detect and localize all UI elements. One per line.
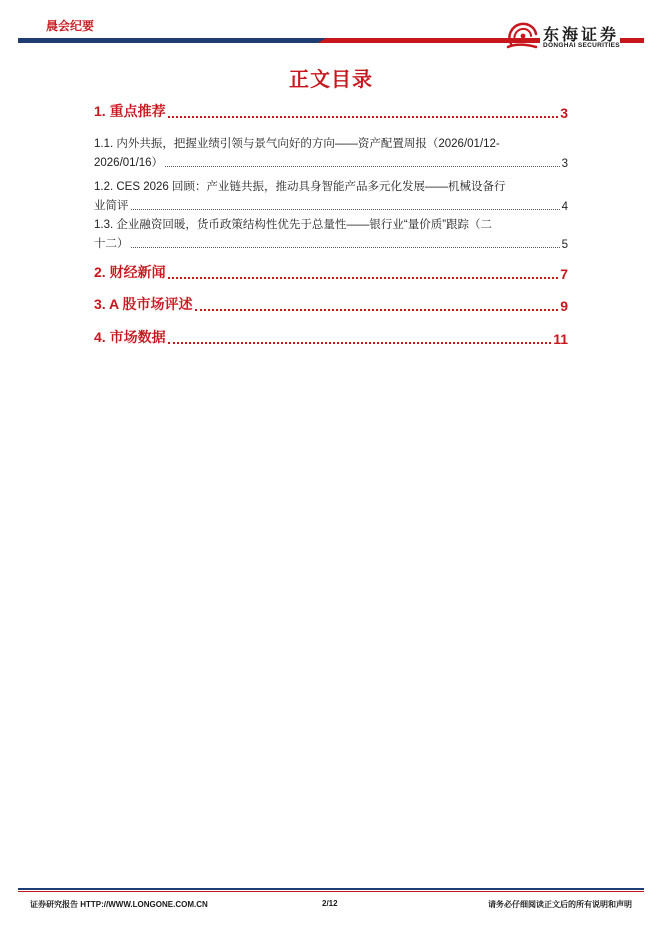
toc-title: 正文目录 xyxy=(289,69,373,91)
toc-entry-label: 1. 重点推荐 xyxy=(94,103,166,119)
toc-leader xyxy=(168,329,552,344)
toc-entry-label: 3. A 股市场评述 xyxy=(94,296,193,312)
logo-subtext: DONGHAI SECURITIES xyxy=(543,42,620,49)
toc-page-number: 9 xyxy=(560,298,568,314)
toc-entry-1-3[interactable] xyxy=(94,233,568,251)
toc-leader xyxy=(131,195,560,210)
footer-source[interactable]: 证券研究报告 HTTP://WWW.LONGONE.COM.CN xyxy=(30,900,208,909)
toc-entry-1-1-line1[interactable]: 1.1. 内外共振，把握业绩引领与景气向好的方向——资产配置周报（2026/01/12- xyxy=(94,138,500,150)
toc-entry-label: 2. 财经新闻 xyxy=(94,264,166,280)
toc-leader xyxy=(168,103,559,118)
toc-page-number: 4 xyxy=(561,201,568,213)
logo-mark-icon xyxy=(505,20,539,50)
footer-page-number: 2/12 xyxy=(322,899,338,908)
toc-leader xyxy=(131,233,560,248)
toc-leader xyxy=(165,152,560,167)
company-logo xyxy=(505,14,625,54)
toc-page-number: 11 xyxy=(553,331,568,347)
toc-page-number: 5 xyxy=(561,239,568,251)
toc-entry-1[interactable] xyxy=(94,103,568,121)
toc-page-number: 3 xyxy=(560,105,568,121)
header-label: 晨会纪要 xyxy=(46,19,95,33)
toc-page-number: 3 xyxy=(561,158,568,170)
toc-entry-1-2[interactable] xyxy=(94,195,568,213)
footer-rule xyxy=(18,888,644,890)
toc-leader xyxy=(195,296,559,311)
header-rule xyxy=(18,38,336,43)
toc-entry-4[interactable] xyxy=(94,329,568,347)
toc-entry-3[interactable] xyxy=(94,296,568,314)
toc-entry-label: 2026/01/16） xyxy=(94,157,164,169)
toc-entry-1-3-line1[interactable]: 1.3. 企业融资回暖，货币政策结构性优先于总量性——银行业“量价质”跟踪（二 xyxy=(94,219,493,231)
toc-entry-label: 业简评 xyxy=(94,200,129,212)
toc-entry-label: 4. 市场数据 xyxy=(94,329,166,345)
toc-entry-1-1[interactable] xyxy=(94,152,568,170)
toc-leader xyxy=(168,264,559,279)
toc-entry-label: 十二） xyxy=(94,238,129,250)
logo-text: 东海证券 xyxy=(543,25,620,44)
footer-rule-accent xyxy=(18,891,644,892)
footer-disclaimer: 请务必仔细阅读正文后的所有说明和声明 xyxy=(488,900,632,909)
toc-page-number: 7 xyxy=(560,266,568,282)
toc-entry-1-2-line1[interactable]: 1.2. CES 2026 回顾：产业链共振，推动具身智能产品多元化发展——机械设备行 xyxy=(94,181,506,193)
toc-entry-2[interactable] xyxy=(94,264,568,282)
